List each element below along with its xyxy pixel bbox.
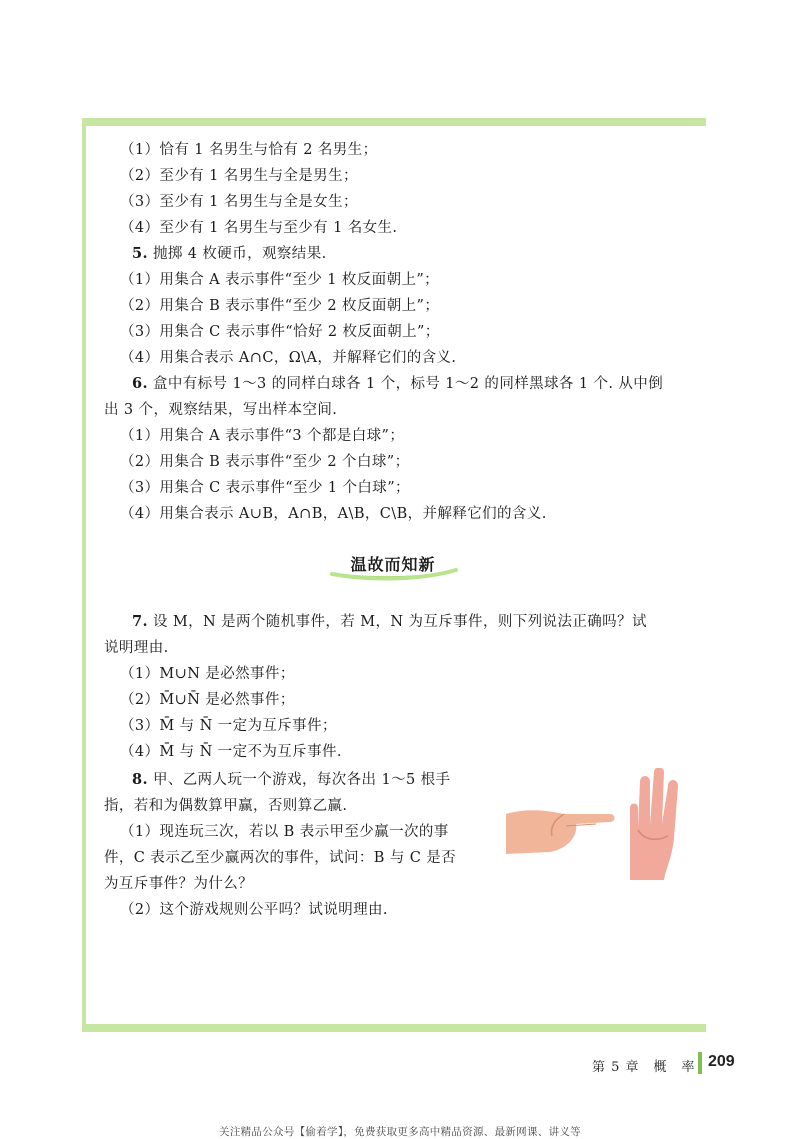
question-text: 设 M，N 是两个随机事件，若 M，N 为互斥事件，则下列说法正确吗？试 — [152, 614, 647, 630]
question-5 — [132, 244, 327, 264]
text-line: （3）用集合 C 表示事件“至少 1 个白球”； — [120, 480, 410, 496]
text-line: （1）M∪N 是必然事件； — [120, 666, 295, 682]
footer-accent-bar — [698, 1052, 702, 1074]
question-6 — [132, 374, 663, 394]
text-line: 出 3 个，观察结果，写出样本空间. — [104, 402, 338, 418]
text-line: （2）用集合 B 表示事件“至少 2 个白球”； — [120, 454, 410, 470]
text-line: （1）现连玩三次，若以 B 表示甲至少赢一次的事 — [120, 824, 449, 840]
text-line: （1）用集合 A 表示事件“至少 1 枚反面朝上”； — [120, 272, 440, 288]
text-line: （3）用集合 C 表示事件“恰好 2 枚反面朝上”； — [120, 324, 440, 340]
question-number: 6. — [132, 375, 148, 392]
text-line: （3）M̄ 与 N̄ 一定为互斥事件； — [120, 718, 337, 734]
pointing-hand-icon — [506, 810, 615, 854]
question-text: 甲、乙两人玩一个游戏，每次各出 1～5 根手 — [152, 772, 451, 788]
text-line: （3）至少有 1 名男生与全是女生； — [120, 194, 358, 210]
chapter-label: 第 5 章 概 率 — [592, 1060, 696, 1075]
question-8 — [132, 770, 450, 790]
text-line: （1）用集合 A 表示事件“3 个都是白球”； — [120, 428, 405, 444]
section-banner — [322, 548, 464, 582]
four-fingers-hand-icon — [630, 768, 678, 880]
watermark-text: 关注精品公众号【偷着学】，免费获取更多高中精品资源、最新网课、讲义等 — [219, 1126, 581, 1138]
text-line: （2）这个游戏规则公平吗？试说明理由. — [120, 902, 388, 918]
text-line: （4）M̄ 与 N̄ 一定不为互斥事件. — [120, 744, 342, 760]
text-line: 件，C 表示乙至少赢两次的事件，试问：B 与 C 是否 — [104, 850, 457, 866]
text-line: （2）M̄∪N̄ 是必然事件； — [120, 692, 295, 708]
question-number: 8. — [132, 771, 148, 788]
section-title: 温故而知新 — [350, 555, 436, 574]
text-line: 指，若和为偶数算甲赢，否则算乙赢. — [104, 798, 348, 814]
text-line: （2）用集合 B 表示事件“至少 2 枚反面朝上”； — [120, 298, 440, 314]
page-number: 209 — [708, 1053, 735, 1070]
text-line: （2）至少有 1 名男生与全是男生； — [120, 168, 358, 184]
question-number: 5. — [132, 245, 148, 262]
text-line: （4）用集合表示 A∪B，A∩B，A\B，C\B，并解释它们的含义. — [120, 506, 547, 522]
hands-illustration — [506, 768, 682, 884]
question-text: 抛掷 4 枚硬币，观察结果. — [152, 246, 327, 262]
question-number: 7. — [132, 613, 148, 630]
text-line: （1）恰有 1 名男生与恰有 2 名男生； — [120, 142, 378, 158]
question-7 — [132, 612, 647, 632]
question-text: 盒中有标号 1～3 的同样白球各 1 个，标号 1～2 的同样黑球各 1 个. 从中倒 — [152, 376, 664, 392]
text-line: （4）用集合表示 A∩C，Ω\A，并解释它们的含义. — [120, 350, 457, 366]
text-line: （4）至少有 1 名男生与至少有 1 名女生. — [120, 220, 398, 236]
text-line: 为互斥事件？为什么？ — [104, 876, 253, 892]
text-line: 说明理由. — [104, 640, 169, 656]
